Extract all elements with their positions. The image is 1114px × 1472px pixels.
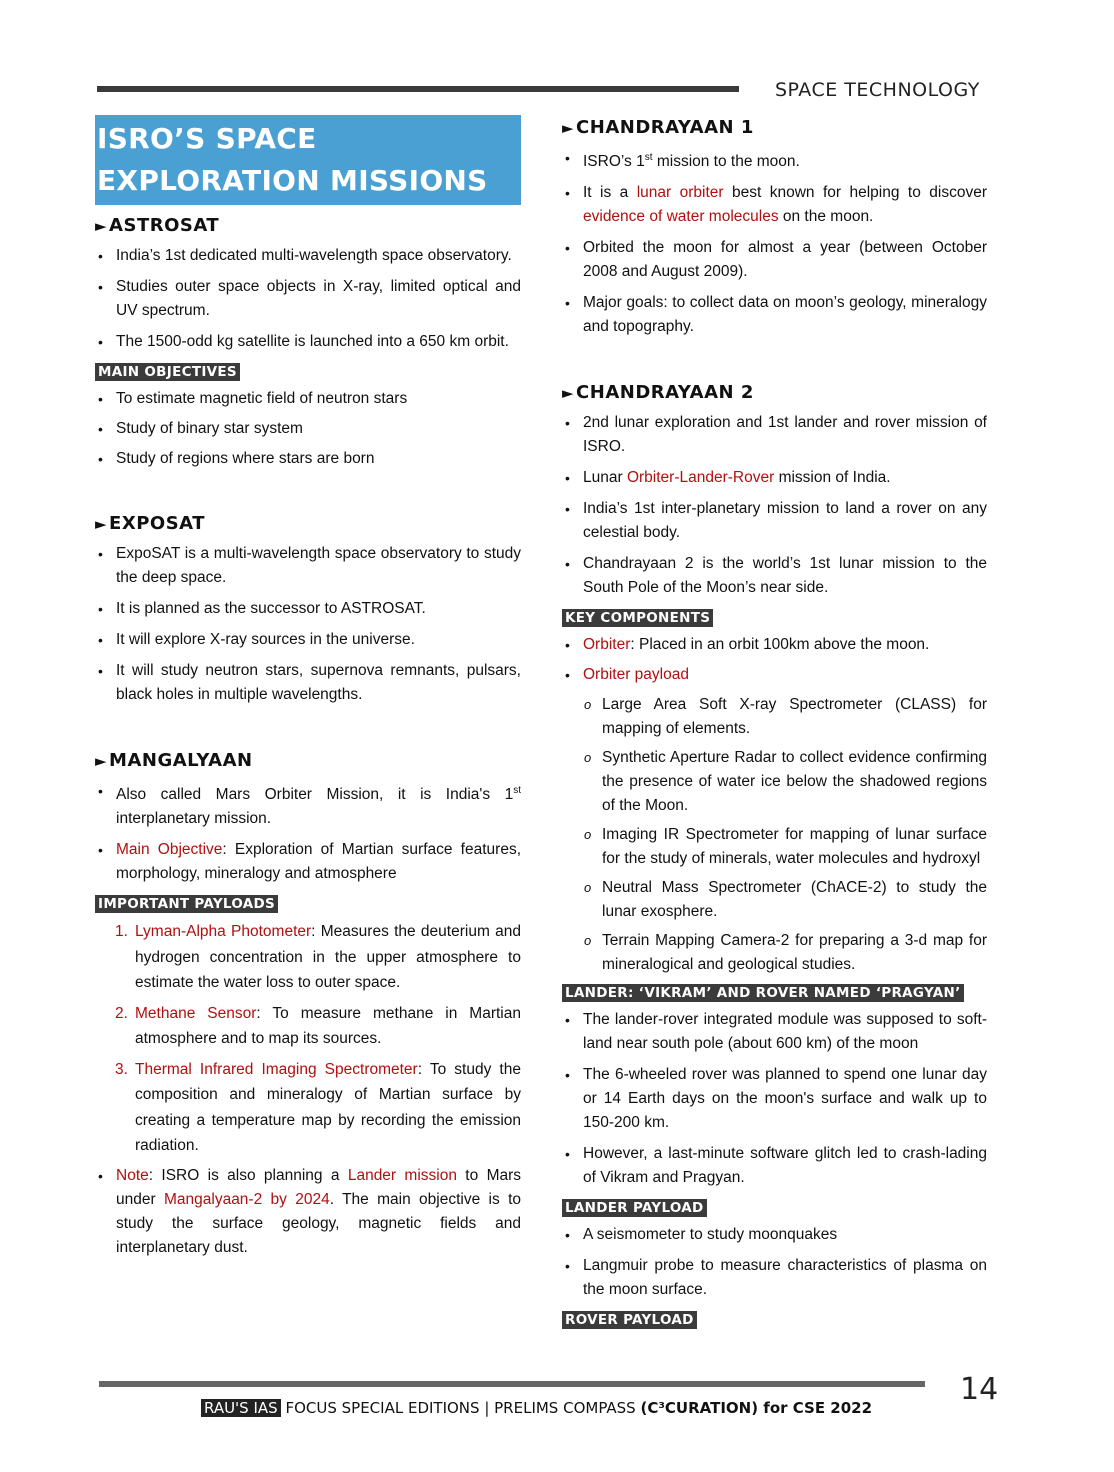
list-item: • Studies outer space objects in X-ray, limited optical and UV spectrum. xyxy=(95,275,521,323)
list-item: • Orbiter: Placed in an orbit 100km above the moon. xyxy=(562,633,987,657)
list-item: • Note: ISRO is also planning a Lander mission to Mars under Mangalyaan-2 by 2024. The main objective is to study the surface geology, magnetic fields and interplanetary dust. xyxy=(95,1164,521,1260)
list-item: o Large Area Soft X-ray Spectrometer (CLASS) for mapping of elements. xyxy=(582,693,987,741)
arrow-icon: ► xyxy=(95,514,108,533)
section-header: SPACE TECHNOLOGY xyxy=(775,79,980,101)
page-number: 14 xyxy=(960,1372,999,1407)
chandrayaan2-heading: ► CHANDRAYAAN 2 xyxy=(562,382,754,404)
list-item: 1. Lyman-Alpha Photometer: Measures the deuterium and hydrogen concentration in the upper atmosphere to estimate the water loss to outer space. xyxy=(115,923,522,992)
exposat-heading: ► EXPOSAT xyxy=(95,513,205,534)
lander-list xyxy=(562,1008,987,1190)
arrow-icon: ► xyxy=(562,118,575,137)
orbiter-payload-list xyxy=(582,693,987,977)
lander-payload-list xyxy=(562,1223,987,1302)
objectives-list xyxy=(95,387,521,471)
note-list xyxy=(95,1164,521,1260)
list-item: • Study of binary star system xyxy=(95,417,521,441)
right-column xyxy=(562,115,987,1335)
mangalyaan-heading: ► MANGALYAAN xyxy=(95,750,253,771)
arrow-icon: ► xyxy=(562,383,575,402)
list-item: • Orbited the moon for almost a year (between October 2008 and August 2009). xyxy=(562,236,987,284)
list-item: • It is a lunar orbiter best known for helping to discover evidence of water molecules on the moon. xyxy=(562,181,987,229)
list-item: • It will explore X-ray sources in the universe. xyxy=(95,628,521,652)
list-item: • A seismometer to study moonquakes xyxy=(562,1223,987,1247)
list-item: • ISRO’s 1st mission to the moon. xyxy=(562,146,987,174)
list-item: • However, a last-minute software glitch led to crash-lading of Vikram and Pragyan. xyxy=(562,1142,987,1190)
list-item: • Lunar Orbiter-Lander-Rover mission of India. xyxy=(562,466,987,490)
chandrayaan1-list xyxy=(562,146,987,339)
key-components-tag: KEY COMPONENTS xyxy=(562,609,713,627)
list-item: • It will study neutron stars, supernova remnants, pulsars, black holes in multiple wavelengths. xyxy=(95,659,521,707)
astrosat-list xyxy=(95,244,521,354)
list-item: o Synthetic Aperture Radar to collect evidence confirming the presence of water ice below the shadowed regions of the Moon. xyxy=(582,746,987,818)
list-item: • It is planned as the successor to ASTROSAT. xyxy=(95,597,521,621)
list-item: o Neutral Mass Spectrometer (ChACE-2) to study the lunar exosphere. xyxy=(582,876,987,924)
footer-brand: RAU'S IAS xyxy=(201,1399,281,1417)
exposat-list xyxy=(95,542,521,707)
mangalyaan-list xyxy=(95,779,521,886)
footer-rule xyxy=(99,1381,925,1387)
important-payloads-tag: IMPORTANT PAYLOADS xyxy=(95,895,278,913)
list-item: • India’s 1st inter-planetary mission to land a rover on any celestial body. xyxy=(562,497,987,545)
list-item: • India’s 1st dedicated multi-wavelength space observatory. xyxy=(95,244,521,268)
chandrayaan1-heading: ► CHANDRAYAAN 1 xyxy=(562,117,754,138)
list-item: • Also called Mars Orbiter Mission, it is India's 1st interplanetary mission. xyxy=(95,779,521,831)
lander-rover-tag: LANDER: ‘VIKRAM’ AND ROVER NAMED ‘PRAGYAN’ xyxy=(562,984,964,1002)
footer: RAU'S IAS FOCUS SPECIAL EDITIONS | PRELIMS COMPASS (C³CURATION) for CSE 2022 xyxy=(201,1399,872,1417)
list-item: • Chandrayaan 2 is the world’s 1st lunar mission to the South Pole of the Moon’s near side. xyxy=(562,552,987,600)
list-item: • Major goals: to collect data on moon’s geology, mineralogy and topography. xyxy=(562,291,987,339)
components-list xyxy=(562,633,987,687)
chandrayaan2-list xyxy=(562,411,987,600)
list-item: o Imaging IR Spectrometer for mapping of lunar surface for the study of minerals, water molecules and hydroxyl xyxy=(582,823,987,871)
arrow-icon: ► xyxy=(95,751,108,770)
list-item: 3. Thermal Infrared Imaging Spectrometer: To study the composition and mineralogy of Martian surface by creating a temperature map by recording the emission radiation. xyxy=(115,1060,521,1155)
list-item: • Orbiter payload xyxy=(562,663,987,687)
list-item: • 2nd lunar exploration and 1st lander and rover mission of ISRO. xyxy=(562,411,987,459)
list-item: • Langmuir probe to measure characteristics of plasma on the moon surface. xyxy=(562,1254,987,1302)
list-item: • To estimate magnetic field of neutron stars xyxy=(95,387,521,411)
list-item: • The 6-wheeled rover was planned to spend one lunar day or 14 Earth days on the moon's surface and walk up to 150-200 km. xyxy=(562,1063,987,1135)
list-item: o Terrain Mapping Camera-2 for preparing a 3-d map for mineralogical and geological studies. xyxy=(582,929,987,977)
list-item: • The 1500-odd kg satellite is launched into a 650 km orbit. xyxy=(95,330,521,354)
list-item: • Main Objective: Exploration of Martian surface features, morphology, mineralogy and atmosphere xyxy=(95,838,521,886)
rover-payload-tag: ROVER PAYLOAD xyxy=(562,1311,697,1329)
astrosat-heading: ► ASTROSAT xyxy=(95,215,220,236)
lander-payload-tag: LANDER PAYLOAD xyxy=(562,1199,707,1217)
page-title: ISRO’S SPACE EXPLORATION MISSIONS xyxy=(95,115,521,205)
list-item: • The lander-rover integrated module was supposed to soft-land near south pole (about 600 km) of the moon xyxy=(562,1008,987,1056)
left-column xyxy=(95,115,521,1267)
header-rule xyxy=(97,86,739,92)
main-objectives-tag: MAIN OBJECTIVES xyxy=(95,363,240,381)
list-item: • Study of regions where stars are born xyxy=(95,447,521,471)
list-item: 2. Methane Sensor: To measure methane in Martian atmosphere and to map its sources. xyxy=(115,1004,521,1048)
arrow-icon: ► xyxy=(95,216,108,235)
payloads-list xyxy=(115,919,521,1159)
list-item: • ExpoSAT is a multi-wavelength space observatory to study the deep space. xyxy=(95,542,521,590)
